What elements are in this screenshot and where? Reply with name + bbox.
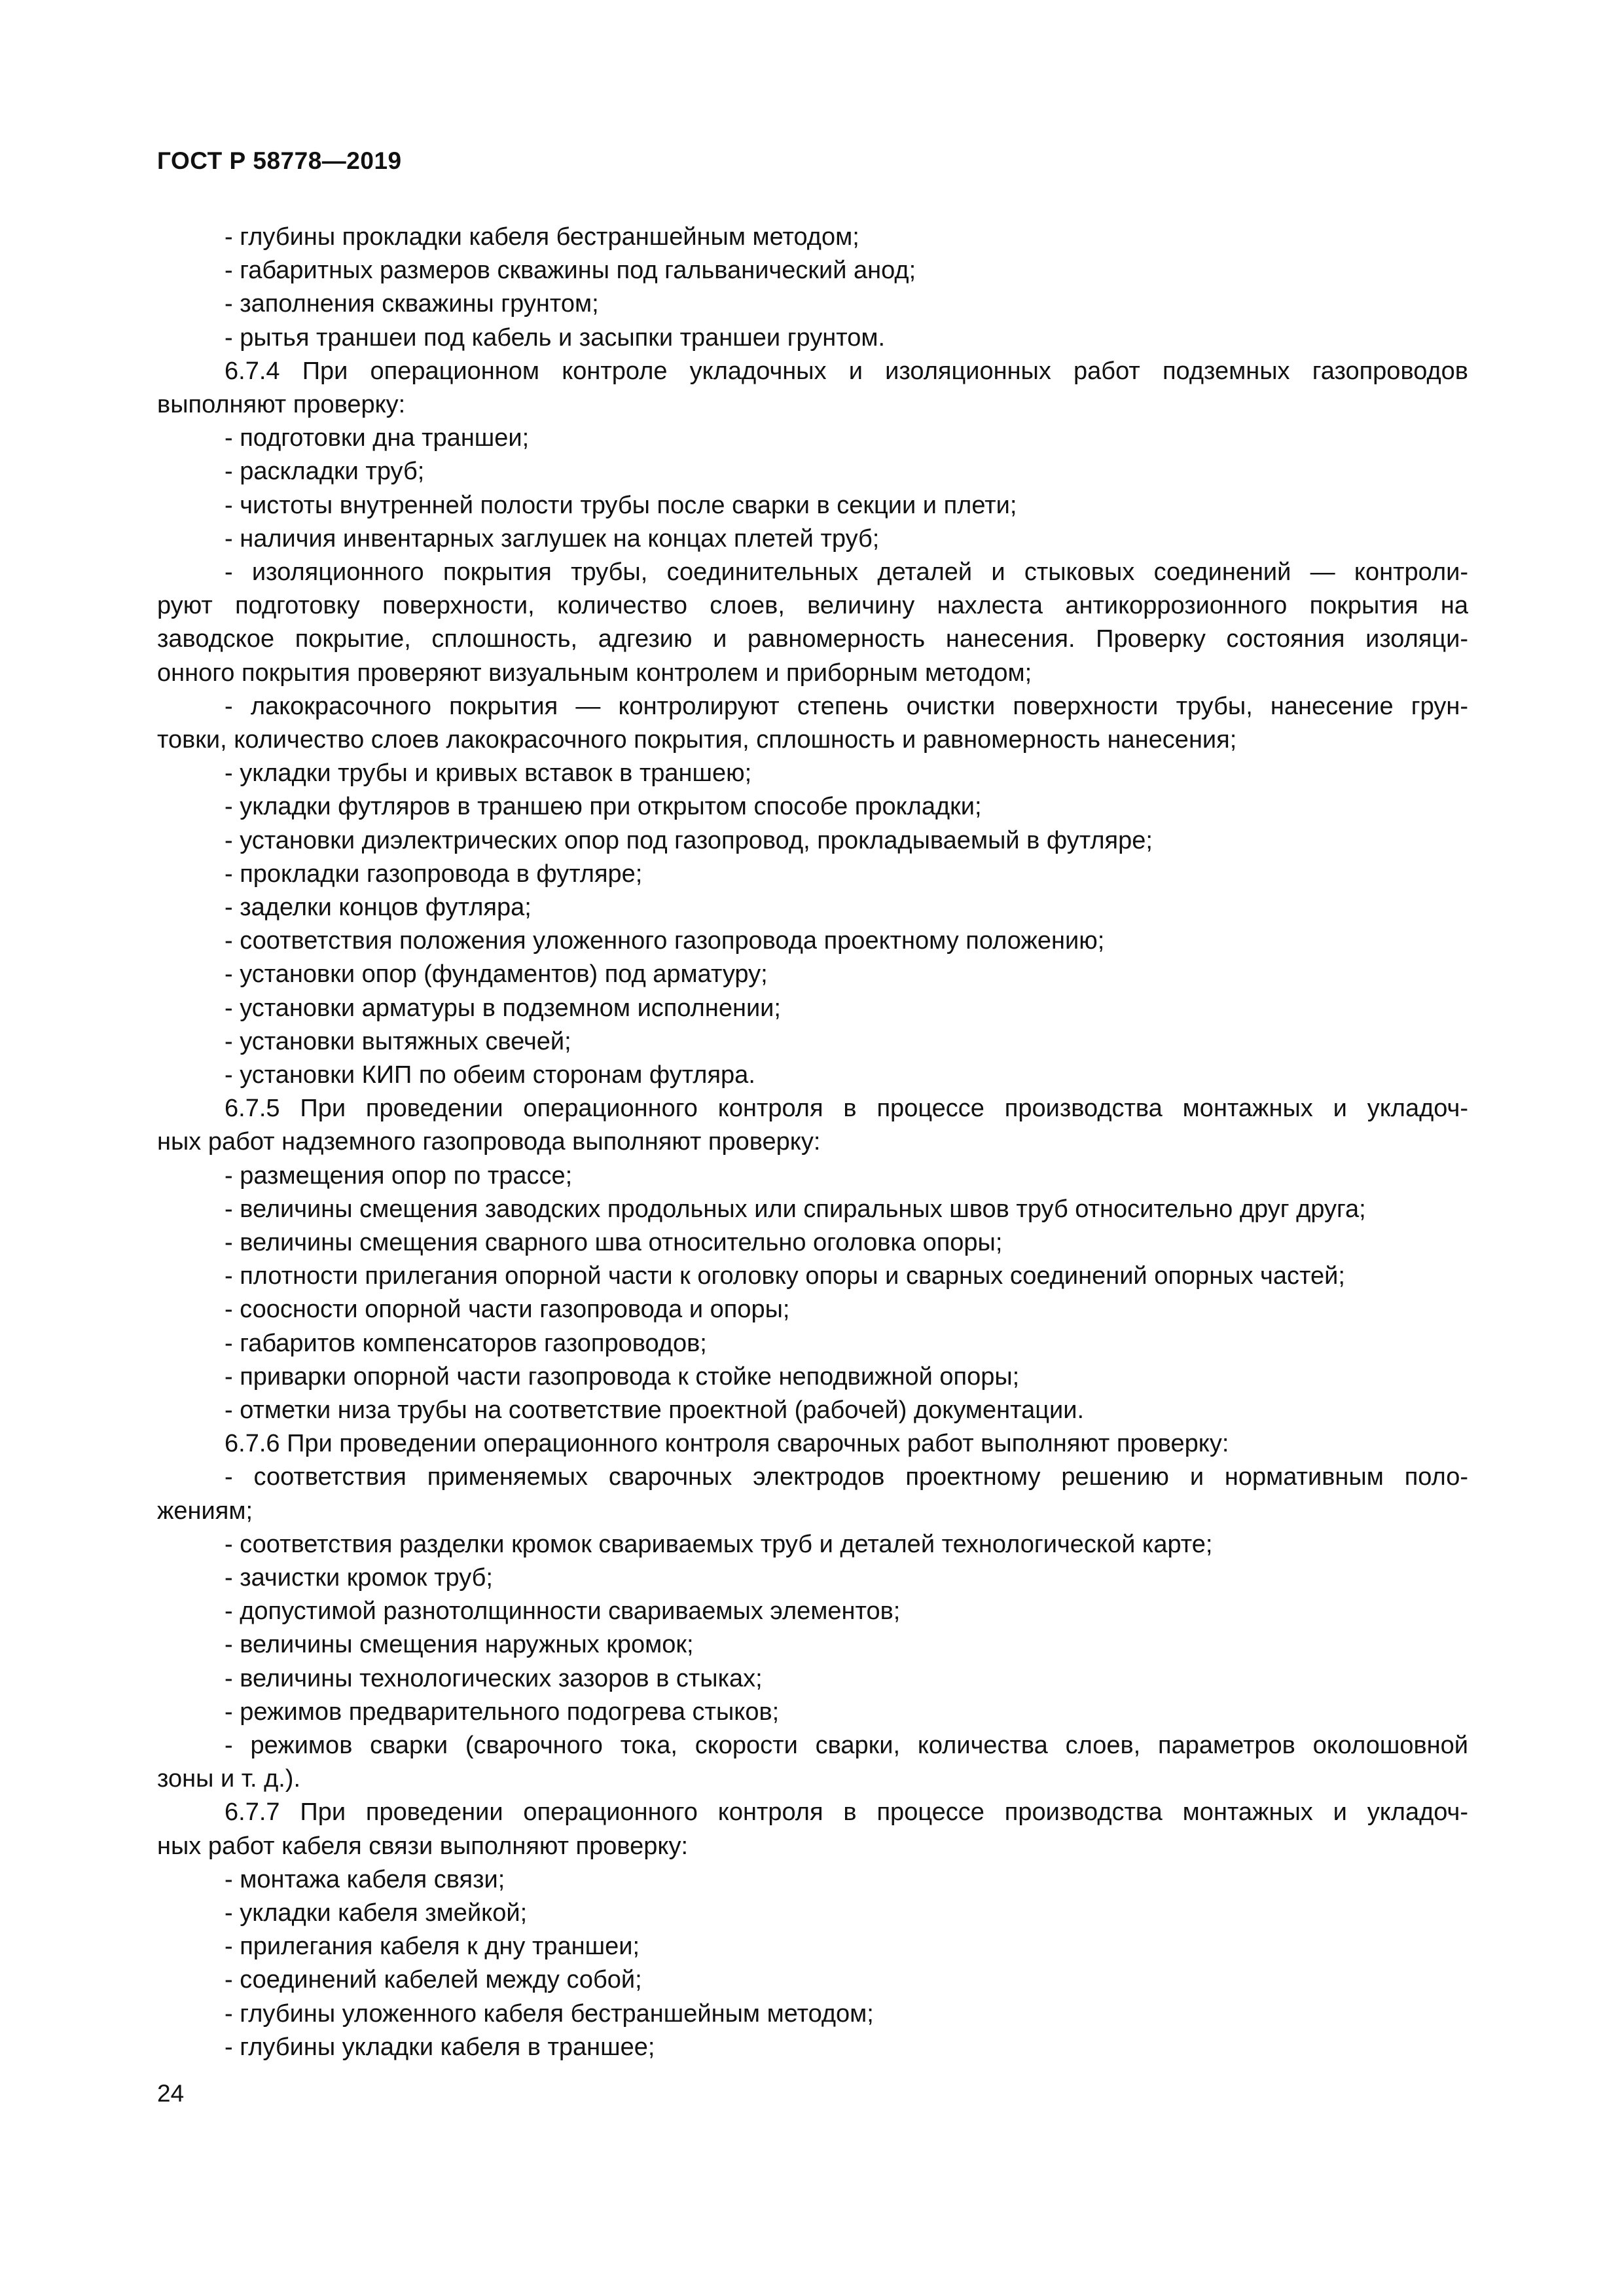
text-line: зоны и т. д.). [157, 1765, 301, 1793]
text-line: - величины технологических зазоров в стыках; [225, 1664, 763, 1692]
text-line: - соответствия применяемых сварочных электродов проектному решению и нормативным поло- [225, 1463, 1468, 1491]
text-line: 6.7.4 При операционном контроле укладочных и изоляционных работ подземных газопроводов [225, 357, 1468, 385]
text-line: - прокладки газопровода в футляре; [225, 860, 643, 888]
text-line: - глубины укладки кабеля в траншее; [225, 2033, 655, 2061]
text-line: - размещения опор по трассе; [225, 1161, 573, 1190]
text-line: - отметки низа трубы на соответствие проектной (рабочей) документации. [225, 1396, 1085, 1425]
text-line: онного покрытия проверяют визуальным контролем и приборным методом; [157, 659, 1032, 687]
document-body [157, 221, 1468, 2064]
text-line: - укладки трубы и кривых вставок в траншею; [225, 759, 752, 788]
text-line: 6.7.7 При проведении операционного контроля в процессе производства монтажных и укладоч- [225, 1798, 1468, 1827]
text-line: ных работ надземного газопровода выполняют проверку: [157, 1128, 821, 1156]
text-line: - заделки концов футляра; [225, 893, 532, 921]
text-line: - раскладки труб; [225, 458, 425, 486]
text-line: - режимов сварки (сварочного тока, скорости сварки, количества слоев, параметров околошовной [225, 1732, 1468, 1760]
text-line: - установки КИП по обеим сторонам футляра. [225, 1061, 755, 1089]
text-line: - рытья траншеи под кабель и засыпки траншеи грунтом. [225, 323, 886, 352]
text-line: - прилегания кабеля к дну траншеи; [225, 1933, 640, 1961]
text-line: - установки вытяжных свечей; [225, 1027, 571, 1055]
text-line: жениям; [157, 1497, 253, 1525]
text-line: - величины смещения заводских продольных или спиральных швов труб относительно друг друга; [225, 1195, 1366, 1223]
text-line: - величины смещения сварного шва относительно оголовка опоры; [225, 1229, 1003, 1256]
text-line: руют подготовку поверхности, количество слоев, величину нахлеста антикоррозионного покрытия на [157, 592, 1468, 620]
text-line: - соединений кабелей между собой; [225, 1966, 642, 1994]
text-line: - величины смещения наружных кромок; [225, 1631, 694, 1659]
text-line: - наличия инвентарных заглушек на концах плетей труб; [225, 524, 880, 553]
text-line: - глубины прокладки кабеля бестраншейным методом; [225, 223, 859, 251]
text-line: - изоляционного покрытия трубы, соединительных деталей и стыковых соединений — контроли- [225, 558, 1468, 587]
text-line: - укладки кабеля змейкой; [225, 1899, 528, 1927]
text-line: - зачистки кромок труб; [225, 1564, 493, 1592]
text-line: - чистоты внутренней полости трубы после сварки в секции и плети; [225, 491, 1017, 519]
text-line: - допустимой разнотолщинности свариваемых элементов; [225, 1597, 901, 1626]
text-line: - установки опор (фундаментов) под арматуру; [225, 960, 768, 989]
text-line: - соответствия положения уложенного газопровода проектному положению; [225, 927, 1105, 955]
text-line: товки, количество слоев лакокрасочного покрытия, сплошность и равномерность нанесения; [157, 725, 1237, 754]
text-line: - режимов предварительного подогрева стыков; [225, 1698, 780, 1726]
text-line: - глубины уложенного кабеля бестраншейным методом; [225, 1999, 874, 2028]
text-line: - лакокрасочного покрытия — контролируют степень очистки поверхности трубы, нанесение грун- [225, 692, 1468, 720]
text-line: - габаритов компенсаторов газопроводов; [225, 1329, 707, 1357]
text-line: - установки арматуры в подземном исполнении; [225, 994, 781, 1022]
text-line: заводское покрытие, сплошность, адгезию и равномерность нанесения. Проверку состояния изоляци- [157, 625, 1468, 653]
text-line: - соосности опорной части газопровода и опоры; [225, 1296, 790, 1324]
text-line: - монтажа кабеля связи; [225, 1865, 505, 1893]
text-line: 6.7.6 При проведении операционного контроля сварочных работ выполняют проверку: [225, 1430, 1229, 1458]
text-line: - плотности прилегания опорной части к оголовку опоры и сварных соединений опорных частей; [225, 1262, 1345, 1290]
document-header: ГОСТ Р 58778—2019 [157, 147, 402, 174]
text-line: 6.7.5 При проведении операционного контроля в процессе производства монтажных и укладоч- [225, 1095, 1468, 1123]
text-line: - соответствия разделки кромок свариваемых труб и деталей технологической карте; [225, 1530, 1213, 1558]
text-line: - габаритных размеров скважины под гальванический анод; [225, 257, 916, 285]
page-number: 24 [157, 2080, 185, 2107]
text-line: - подготовки дна траншеи; [225, 424, 530, 452]
text-line: выполняют проверку: [157, 391, 406, 418]
text-line: - приварки опорной части газопровода к стойке неподвижной опоры; [225, 1362, 1020, 1391]
text-line: ных работ кабеля связи выполняют проверку: [157, 1832, 689, 1860]
text-line: - укладки футляров в траншею при открытом способе прокладки; [225, 793, 982, 821]
text-line: - установки диэлектрических опор под газопровод, прокладываемый в футляре; [225, 826, 1153, 854]
text-line: - заполнения скважины грунтом; [225, 290, 599, 318]
